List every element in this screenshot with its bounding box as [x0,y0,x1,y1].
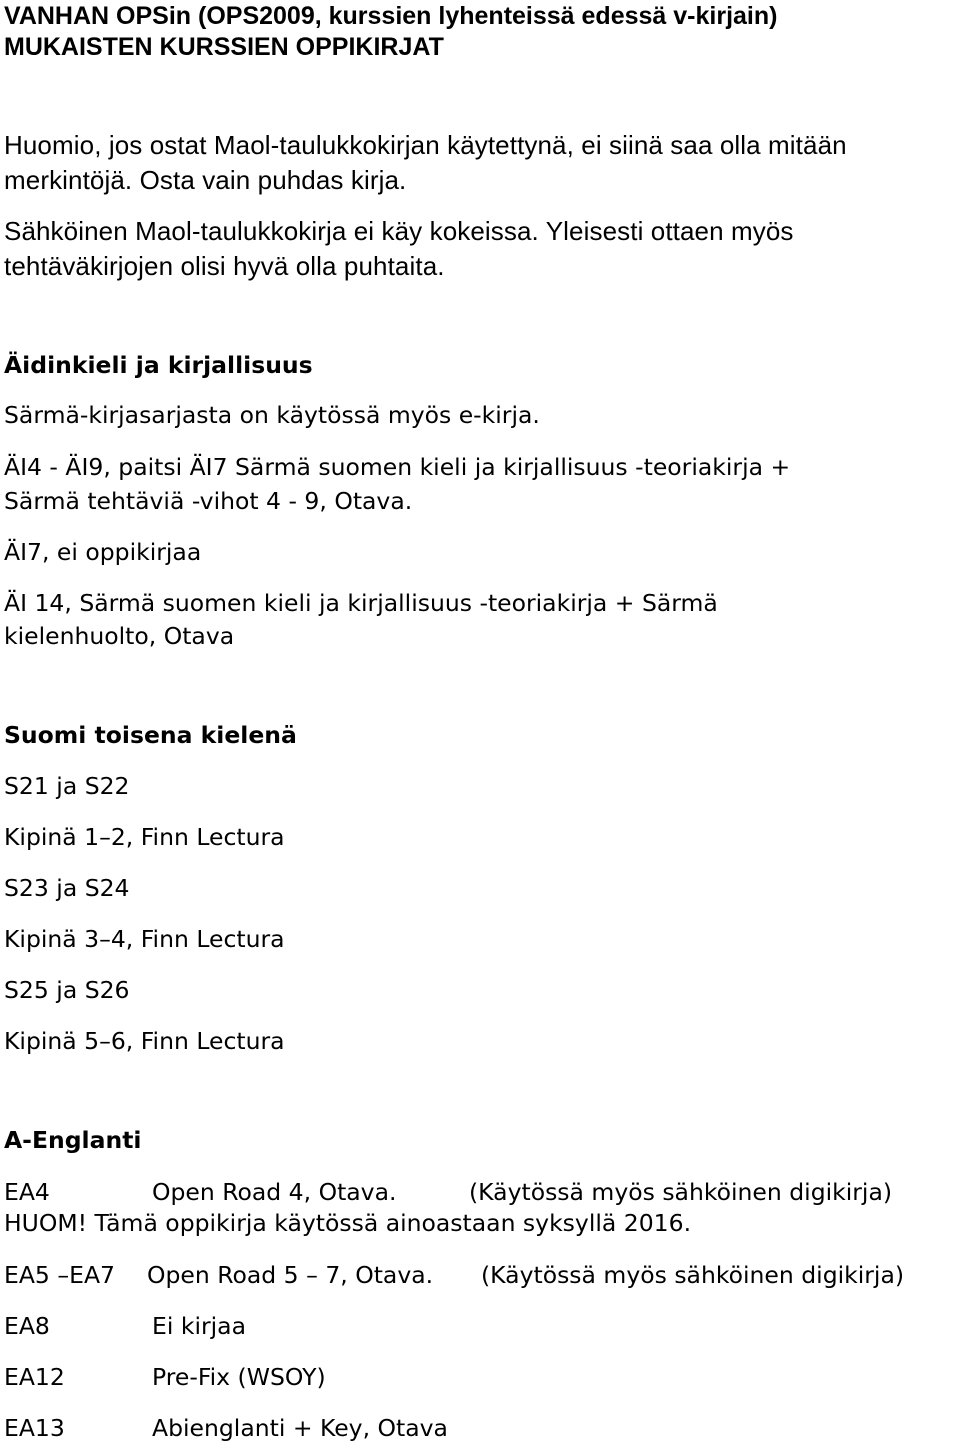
section-heading-aidinkieli: Äidinkieli ja kirjallisuus [4,351,313,379]
course-code-ea8: EA8 [4,1312,50,1340]
aidinkieli-line: ÄI7, ei oppikirjaa [4,538,202,566]
suomi-toisena-line: Kipinä 5–6, Finn Lectura [4,1027,285,1055]
course-code-ea13: EA13 [4,1414,65,1442]
section-heading-suomi-toisena: Suomi toisena kielenä [4,721,297,749]
course-code-ea5-ea7: EA5 –EA7 [4,1261,115,1289]
page-title-line-1: VANHAN OPSin (OPS2009, kurssien lyhenteissä edessä v-kirjain) [4,2,778,30]
note-line: merkintöjä. Osta vain puhdas kirja. [4,165,407,195]
aidinkieli-line: Särmä tehtäviä -vihot 4 - 9, Otava. [4,487,413,515]
note-line: tehtäväkirjojen olisi hyvä olla puhtaita. [4,251,445,281]
section-heading-englanti: A-Englanti [4,1126,142,1154]
suomi-toisena-line: S25 ja S26 [4,976,130,1004]
aidinkieli-line: kielenhuolto, Otava [4,622,235,650]
course-note-ea4: (Käytössä myös sähköinen digikirja) [469,1178,893,1206]
aidinkieli-line: ÄI4 - ÄI9, paitsi ÄI7 Särmä suomen kieli ja kirjallisuus -teoriakirja + [4,453,791,481]
course-book-ea8: Ei kirjaa [152,1312,246,1340]
course-huom-ea4: HUOM! Tämä oppikirja käytössä ainoastaan syksyllä 2016. [4,1209,692,1237]
suomi-toisena-line: Kipinä 1–2, Finn Lectura [4,823,285,851]
course-code-ea4: EA4 [4,1178,50,1206]
note-line: Sähköinen Maol-taulukkokirja ei käy kokeissa. Yleisesti ottaen myös [4,216,794,246]
course-book-ea12: Pre-Fix (WSOY) [152,1363,326,1391]
suomi-toisena-line: S21 ja S22 [4,772,130,800]
aidinkieli-line: ÄI 14, Särmä suomen kieli ja kirjallisuus -teoriakirja + Särmä [4,589,718,617]
aidinkieli-line: Särmä-kirjasarjasta on käytössä myös e-kirja. [4,401,540,429]
suomi-toisena-line: Kipinä 3–4, Finn Lectura [4,925,285,953]
course-code-ea12: EA12 [4,1363,65,1391]
course-book-ea5-ea7: Open Road 5 – 7, Otava. [147,1261,434,1289]
course-book-ea13: Abienglanti + Key, Otava [152,1414,448,1442]
suomi-toisena-line: S23 ja S24 [4,874,130,902]
course-book-ea4: Open Road 4, Otava. [152,1178,397,1206]
note-line: Huomio, jos ostat Maol-taulukkokirjan käytettynä, ei siinä saa olla mitään [4,130,847,160]
page-title-line-2: MUKAISTEN KURSSIEN OPPIKIRJAT [4,33,444,61]
course-note-ea5-ea7: (Käytössä myös sähköinen digikirja) [481,1261,905,1289]
